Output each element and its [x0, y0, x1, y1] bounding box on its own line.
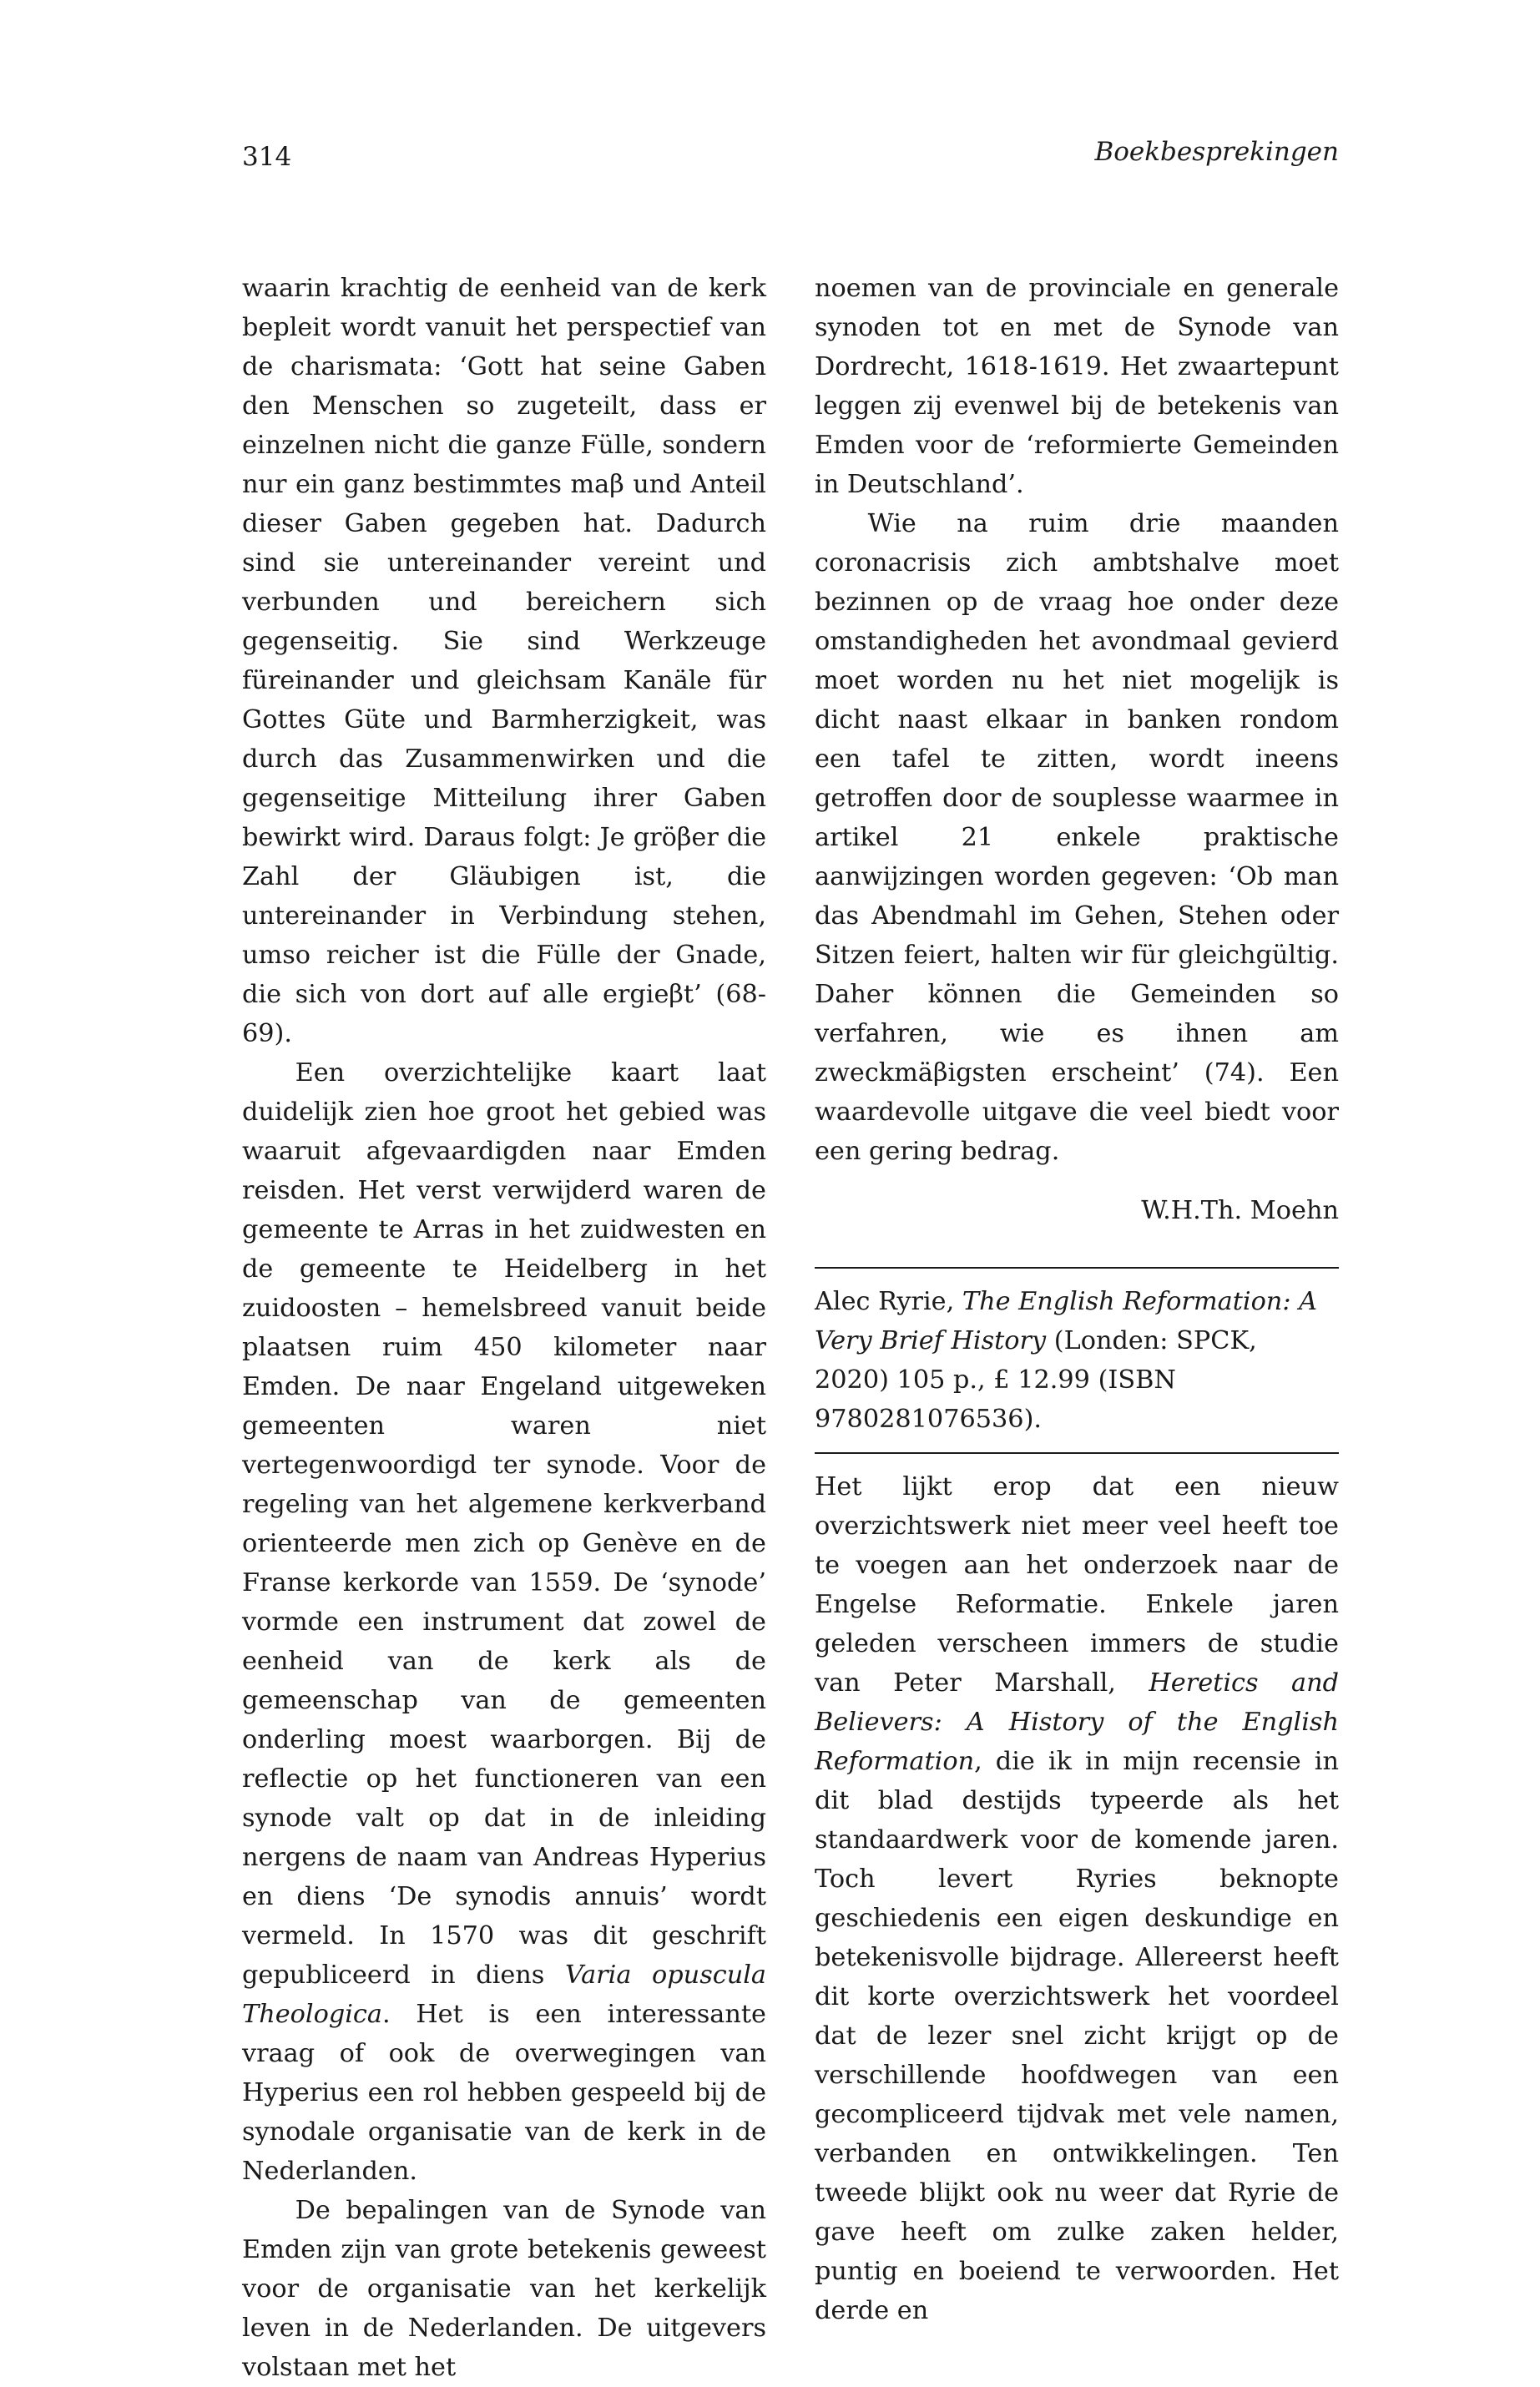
review-author: Alec Ryrie, [815, 1287, 962, 1316]
right-paragraph-3 [815, 1467, 1339, 2330]
reviewer-signature: W.H.Th. Moehn [1141, 1196, 1339, 1225]
left-paragraph-2-italic-title: Varia opuscula Theologica [242, 1961, 766, 2029]
left-paragraph-2-text-b: . Het is een interessante vraag of ook de overwegingen van Hyperius een rol hebben gespeeld bij de synodale organisatie van de kerk in de Nederlanden. [242, 2000, 766, 2186]
review-book-title: The English Reformation: A Very Brief History [815, 1287, 1318, 1355]
right-paragraph-3-italic-title: Heretics and Believers: A History of the English Reformation [815, 1668, 1339, 1776]
running-head: Boekbesprekingen [1094, 137, 1339, 167]
review-divider-bottom [815, 1452, 1339, 1454]
right-column [815, 269, 1339, 2330]
page-number: 314 [242, 142, 292, 172]
review-publication-details: (Londen: SPCK, 2020) 105 p., £ 12.99 (ISBN 9780281076536). [815, 1326, 1257, 1434]
left-paragraph-2 [242, 1053, 766, 2191]
right-paragraph-3-text-b: , die ik in mijn recensie in dit blad destijds typeerde als het standaardwerk voor de komende jaren. Toch levert Ryries beknopte geschiedenis een eigen deskundige en betekenisvolle bijdrage. Allereerst heeft dit korte overzichtswerk het voordeel dat de lezer snel zicht krijgt op de verschillende hoofdwegen van een gecompliceerd tijdvak met vele namen, verbanden en ontwikkelingen. Ten tweede blijkt ook nu weer dat Ryrie de gave heeft om zulke zaken helder, puntig en boeiend te verwoorden. Het derde en [815, 1747, 1339, 2325]
left-paragraph-3: De bepalingen van de Synode van Emden zijn van grote betekenis geweest voor de organisatie van het kerkelijk leven in de Nederlanden. De uitgevers volstaan met het [242, 2196, 766, 2382]
review-divider-top [815, 1267, 1339, 1269]
left-paragraph-1: waarin krachtig de eenheid van de kerk bepleit wordt vanuit het perspectief van de charismata: ‘Gott hat seine Gaben den Menschen so zugeteilt, dass er einzelnen nicht die ganze Fülle, sondern nur ein ganz bestimmtes maβ und Anteil dieser Gaben gegeben hat. Dadurch sind sie untereinander vereint und verbunden und bereichern sich gegenseitig. Sie sind Werkzeuge füreinander und gleichsam Kanäle für Gottes Güte und Barmherzigkeit, was durch das Zusammenwirken und die gegenseitige Mitteilung ihrer Gaben bewirkt wird. Daraus folgt: Je gröβer die Zahl der Gläubigen ist, die untereinander in Verbindung stehen, umso reicher ist die Fülle der Gnade, die sich von dort auf alle ergieβt’ (68-69). [242, 274, 766, 1048]
review-bibliographic-header [815, 1282, 1339, 1439]
right-paragraph-1: noemen van de provinciale en generale synoden tot en met de Synode van Dordrecht, 1618-1619. Het zwaartepunt leggen zij evenwel bij de betekenis van Emden voor de ‘reformierte Gemeinden in Deutschland’. [815, 274, 1339, 499]
right-paragraph-3-text-a: Het lijkt erop dat een nieuw overzichtswerk niet meer veel heeft toe te voegen aan het onderzoek naar de Engelse Reformatie. Enkele jaren geleden verscheen immers de studie van Peter Marshall, [815, 1472, 1339, 1698]
left-column [242, 269, 766, 2387]
right-paragraph-2: Wie na ruim drie maanden coronacrisis zich ambtshalve moet bezinnen op de vraag hoe onder deze omstandigheden het avondmaal gevierd moet worden nu het niet mogelijk is dicht naast elkaar in banken rondom een tafel te zitten, wordt ineens getroffen door de souplesse waarmee in artikel 21 enkele praktische aanwijzingen worden gegeven: ‘Ob man das Abendmahl im Gehen, Stehen oder Sitzen feiert, halten wir für gleichgültig. Daher können die Gemeinden so verfahren, wie es ihnen am zweckmäβigsten erscheint’ (74). Een waardevolle uitgave die veel biedt voor een gering bedrag. [815, 509, 1339, 1166]
left-paragraph-2-text-a: Een overzichtelijke kaart laat duidelijk zien hoe groot het gebied was waaruit afgevaardigden naar Emden reisden. Het verst verwijderd waren de gemeente te Arras in het zuidwesten en de gemeente te Heidelberg in het zuidoosten – hemelsbreed vanuit beide plaatsen ruim 450 kilometer naar Emden. De naar Engeland uitgeweken gemeenten waren niet vertegenwoordigd ter synode. Voor de regeling van het algemene kerkverband orienteerde men zich op Genève en de Franse kerkorde van 1559. De ‘synode’ vormde een instrument dat zowel de eenheid van de kerk als de gemeenschap van de gemeenten onderling moest waarborgen. Bij de reflectie op het functioneren van een synode valt op dat in de inleiding nergens de naam van Andreas Hyperius en diens ‘De synodis annuis’ wordt vermeld. In 1570 was dit geschrift gepubliceerd in diens [242, 1058, 766, 1990]
